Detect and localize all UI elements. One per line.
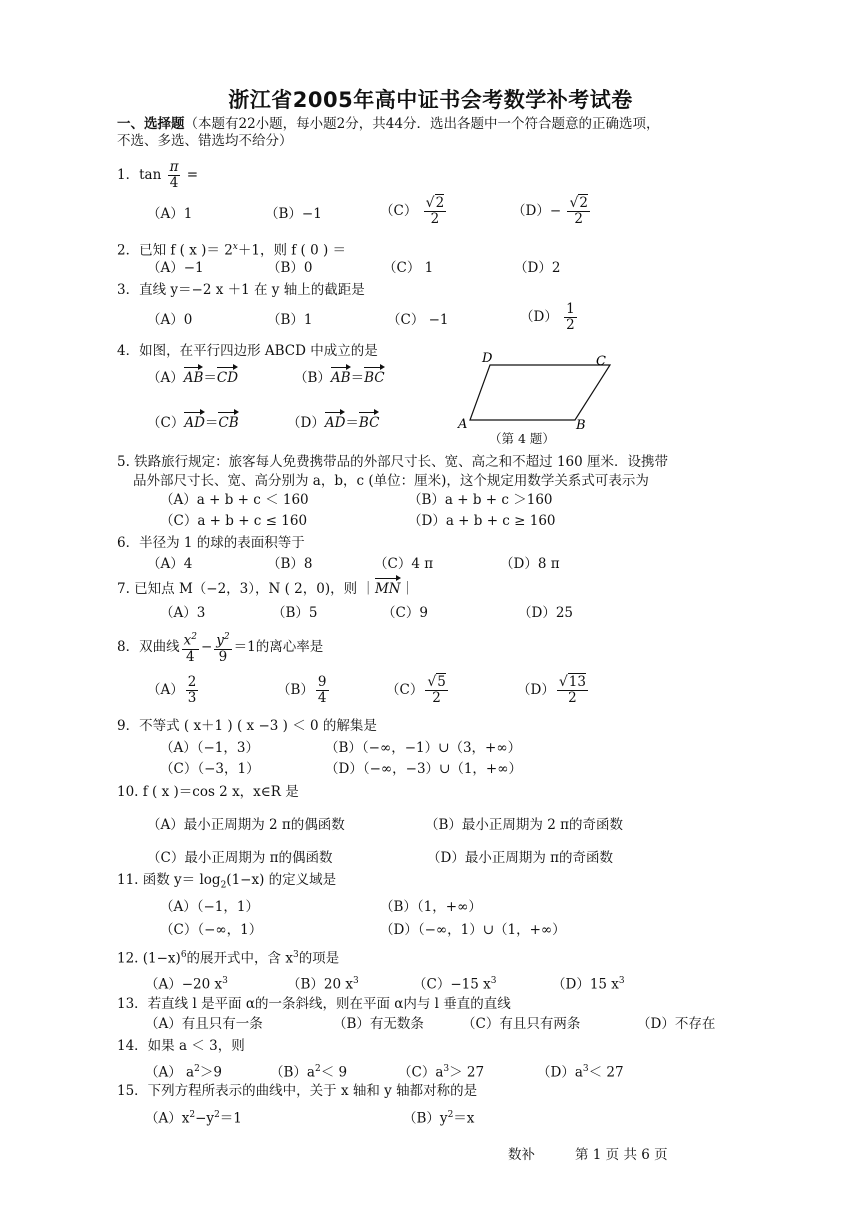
sqrt-sign: √ [425,195,435,211]
q9-option-b: （B）（−∞，−1）∪（3，+∞） [325,740,522,756]
q14-option-c [398,1060,484,1082]
q10-option-b: （B）最小正周期为 2 π的奇函数 [425,817,623,833]
stem-part: 12. (1−x) [117,950,181,967]
fraction [186,675,199,706]
option-label: （D）− [512,203,562,219]
q9-option-c: （C）（−3，1） [160,761,260,777]
equals: ＝ [350,370,365,386]
footer-page-number: 第 1 页 共 6 页 [575,1147,668,1163]
exponent: 6 [180,950,187,960]
vector: BC [358,415,380,431]
question-7-stem [117,580,414,598]
section-heading: 一、选择题 [117,116,185,132]
vertex-label-a: A [458,417,468,432]
denominator: 2 [432,690,441,706]
question-1-stem [117,160,198,191]
q3-option-d [520,302,579,333]
q13-option-a: （A）有且只有一条 [145,1016,263,1032]
question-15-stem: 15．下列方程所表示的曲线中，关于 x 轴和 y 轴都对称的是 [117,1083,478,1099]
option-label: （D） [520,309,558,325]
parallelogram-shape [470,365,610,420]
q11-option-d: （D）（−∞，1）∪（1，+∞） [380,922,566,938]
q10-option-c: （C）最小正周期为 π的偶函数 [147,850,333,866]
question-8-stem [117,630,323,665]
denominator: 9 [218,648,228,665]
exponent: 2 [189,1110,196,1120]
q2-option-d: （D）2 [514,260,561,276]
option-text: （B）a [270,1064,315,1081]
exponent: 2 [194,1064,200,1074]
stem-part: 11. 函数 y＝ log [117,872,221,888]
denominator: 4 [185,648,195,665]
denominator: 4 [169,175,179,191]
fraction [214,630,231,665]
section-intro-line1 [117,115,659,133]
variable: x [183,632,192,649]
q10-option-d: （D）最小正周期为 π的奇函数 [427,850,613,866]
option-text: （C）a [398,1064,444,1081]
option-text: ＜ 27 [588,1064,624,1081]
numerator: 9 [317,674,327,690]
log-base: 2 [220,880,227,891]
vertex-label-c: C [596,354,606,369]
q15-option-b [403,1106,474,1128]
sqrt-sign: √ [569,195,579,211]
option-label: （D） [287,415,325,431]
stem-part: 的项是 [298,950,340,967]
fraction [557,675,588,706]
vector: AD [184,415,205,431]
numerator: 2 [187,674,197,690]
option-text: ＜ 9 [320,1064,348,1081]
q8-option-d [517,675,590,706]
exponent: 3 [222,976,228,986]
stem-part: (1−x) 的定义域是 [226,872,337,888]
q8-option-c [386,675,450,706]
q6-option-a: （A）4 [147,556,193,572]
q11-option-c: （C）（−∞，1） [160,922,263,938]
q5-option-d: （D）a + b + c ≥ 160 [408,513,556,529]
q3-option-c: （C） −1 [387,312,449,328]
numerator: π [169,159,179,175]
denominator: 2 [430,211,440,227]
vector: AD [324,415,346,431]
denominator: 3 [187,690,197,706]
equals: ＝ [345,415,359,431]
variable: y [216,632,224,649]
q3-option-b: （B）1 [267,312,313,328]
option-label: （C） [147,415,185,431]
stem-part: ＝1的离心率是 [233,638,324,655]
q2-option-b: （B）0 [267,260,313,276]
q6-option-b: （B）8 [267,556,313,572]
q3-option-a: （A）0 [147,312,193,328]
minus: − [200,638,213,655]
vertex-label-d: D [482,351,493,366]
stem-part: 的展开式中，含 x [186,950,293,967]
question-13-stem: 13．若直线 l 是平面 α的一条斜线，则在平面 α内与 l 垂直的直线 [117,996,511,1012]
option-text: （D）a [537,1064,583,1081]
numerator: $y^2$ [216,632,230,649]
option-text: −y [195,1110,215,1127]
vector: BC [364,370,385,386]
q7-option-c: （C）9 [382,605,428,621]
question-9-stem: 9．不等式 ( x＋1 ) ( x −3 ) ＜ 0 的解集是 [117,718,377,734]
exponent: 2 [314,1064,321,1074]
exponent: x [232,242,238,252]
page-footer [508,1143,668,1163]
q4-option-b [294,369,385,387]
stem-part: ｜ [400,581,415,597]
fraction [425,675,448,706]
radicand: 13 [568,674,586,690]
figure-caption: （第 4 题） [489,431,555,446]
exponent: 3 [292,950,299,960]
fraction [564,302,577,333]
vector: MN [374,581,401,597]
q7-option-d: （D）25 [518,605,574,621]
exponent: 2 [214,1110,220,1120]
option-label: （C） [380,203,418,219]
q13-option-c: （C）有且只有两条 [462,1016,581,1032]
question-10-stem: 10. f ( x )＝cos 2 x，x∈R 是 [117,784,299,800]
vector: CD [216,370,239,386]
q4-option-c [147,414,239,432]
radicand: 5 [437,674,446,690]
stem-part: 8．双曲线 [117,638,180,655]
section-intro: （本题有22小题，每小题2分，共44分．选出各题中一个符合题意的正确选项， [184,116,660,132]
exponent: 3 [490,976,497,986]
equals: ＝ [204,415,219,431]
tan-label: tan [139,167,162,183]
q13-option-b: （B）有无数条 [333,1016,424,1032]
question-5-stem-line2: 品外部尺寸长、宽、高分别为 a，b，c (单位：厘米)，这个规定用数学关系式可表示为 [133,473,649,489]
footer-subject: 数补 [508,1147,535,1163]
option-text: （A） a [145,1064,195,1081]
q1-option-b: （B）−1 [265,206,322,222]
question-5-stem-line1: 5. 铁路旅行规定：旅客每人免费携带品的外部尺寸长、宽、高之和不超过 160 厘米．设携带 [117,454,669,470]
option-text: ＞ 27 [449,1064,485,1081]
option-label: （A） [147,682,184,698]
vector: CB [218,415,239,431]
q12-option-d [552,972,625,994]
exponent: 3 [618,976,625,986]
q14-option-b [270,1060,347,1082]
fraction [168,160,181,191]
option-text: ＝x [453,1110,475,1127]
option-text: （D）15 x [552,976,619,993]
equals: ＝ [203,370,217,386]
sqrt-sign: √ [427,674,437,690]
q12-option-b [287,972,359,994]
option-text: （B）20 x [287,976,354,993]
q15-option-a [145,1106,242,1128]
section-intro-line2: 不选、多选、错选均不给分） [117,133,293,149]
q10-option-a: （A）最小正周期为 2 π的偶函数 [147,817,345,833]
q7-option-a: （A）3 [160,605,206,621]
q5-option-b: （B）a + b + c ＞160 [408,492,553,508]
q8-option-b [277,675,331,706]
q6-option-c: （C）4 π [374,556,434,572]
q7-option-b: （B）5 [272,605,318,621]
sqrt-sign: √ [558,674,568,690]
q2-option-c: （C） 1 [383,260,434,276]
exam-title: 浙江省2005年高中证书会考数学补考试卷 [228,88,633,112]
question-2-stem [117,238,346,260]
denominator: 2 [568,690,577,706]
q4-option-a [147,369,238,387]
stem-part: ＋1，则 f ( 0 ) ＝ [237,242,347,259]
stem-part: 2．已知 f ( x )＝ 2 [117,242,233,259]
option-label: （D） [517,682,555,698]
q11-option-b: （B）（1，+∞） [380,899,482,915]
radicand: 2 [435,195,445,211]
denominator: 2 [574,211,583,227]
option-text: （C）−15 x [413,976,491,993]
question-3-stem: 3．直线 y＝−2 x ＋1 在 y 轴上的截距是 [117,282,365,298]
numerator: $x^2$ [183,632,197,649]
numerator: 1 [566,301,575,317]
question-number: 1． [117,167,140,183]
q14-option-a [145,1060,222,1082]
exponent: 3 [443,1064,450,1074]
q12-option-a [145,972,228,994]
vector: AB [330,370,351,386]
question-11-stem [117,871,336,895]
option-text: （A）x [145,1110,190,1127]
q5-option-a: （A）a + b + c ＜ 160 [160,492,309,508]
vertex-label-b: B [576,418,586,433]
fraction [424,196,447,227]
q9-option-a: （A）（−1，3） [160,740,259,756]
question-4-stem: 4．如图，在平行四边形 ABCD 中成立的是 [117,343,378,359]
fraction [182,630,199,665]
question-6-stem: 6．半径为 1 的球的表面积等于 [117,535,305,551]
q1-option-a: （A）1 [147,206,193,222]
q13-option-d: （D）不存在 [637,1016,716,1032]
q9-option-d: （D）（−∞，−3）∪（1，+∞） [325,761,522,777]
equals: = [186,167,199,183]
option-label: （B） [277,682,314,698]
denominator: 4 [317,690,327,706]
exponent: 3 [582,1064,589,1074]
radicand: 2 [579,195,588,211]
option-text: （A）−20 x [145,976,223,993]
q8-option-a [147,675,200,706]
q14-option-d [537,1060,624,1082]
q5-option-c: （C）a + b + c ≤ 160 [160,513,308,529]
fraction [567,196,590,227]
q11-option-a: （A）（−1，1） [160,899,259,915]
q1-option-c [380,196,448,227]
q12-option-c [413,972,496,994]
q4-option-d [287,414,379,432]
question-14-stem: 14．如果 a ＜ 3，则 [117,1038,245,1054]
stem-part: 7. 已知点 M（−2，3），N ( 2，0)，则 ｜ [117,581,375,597]
exponent: 3 [353,976,359,986]
q1-option-d [512,196,592,227]
option-label: （C） [386,682,424,698]
option-label: （B） [294,370,331,386]
q6-option-d: （D）8 π [500,556,560,572]
option-label: （A） [147,370,184,386]
denominator: 2 [566,317,575,333]
option-text: ＞9 [199,1064,222,1081]
fraction [316,675,329,706]
option-text: ＝1 [219,1110,242,1127]
vector: AB [183,370,204,386]
option-text: （B）y [403,1110,448,1127]
question-12-stem [117,946,339,968]
exponent: 2 [447,1110,454,1120]
q2-option-a: （A）−1 [147,260,204,276]
